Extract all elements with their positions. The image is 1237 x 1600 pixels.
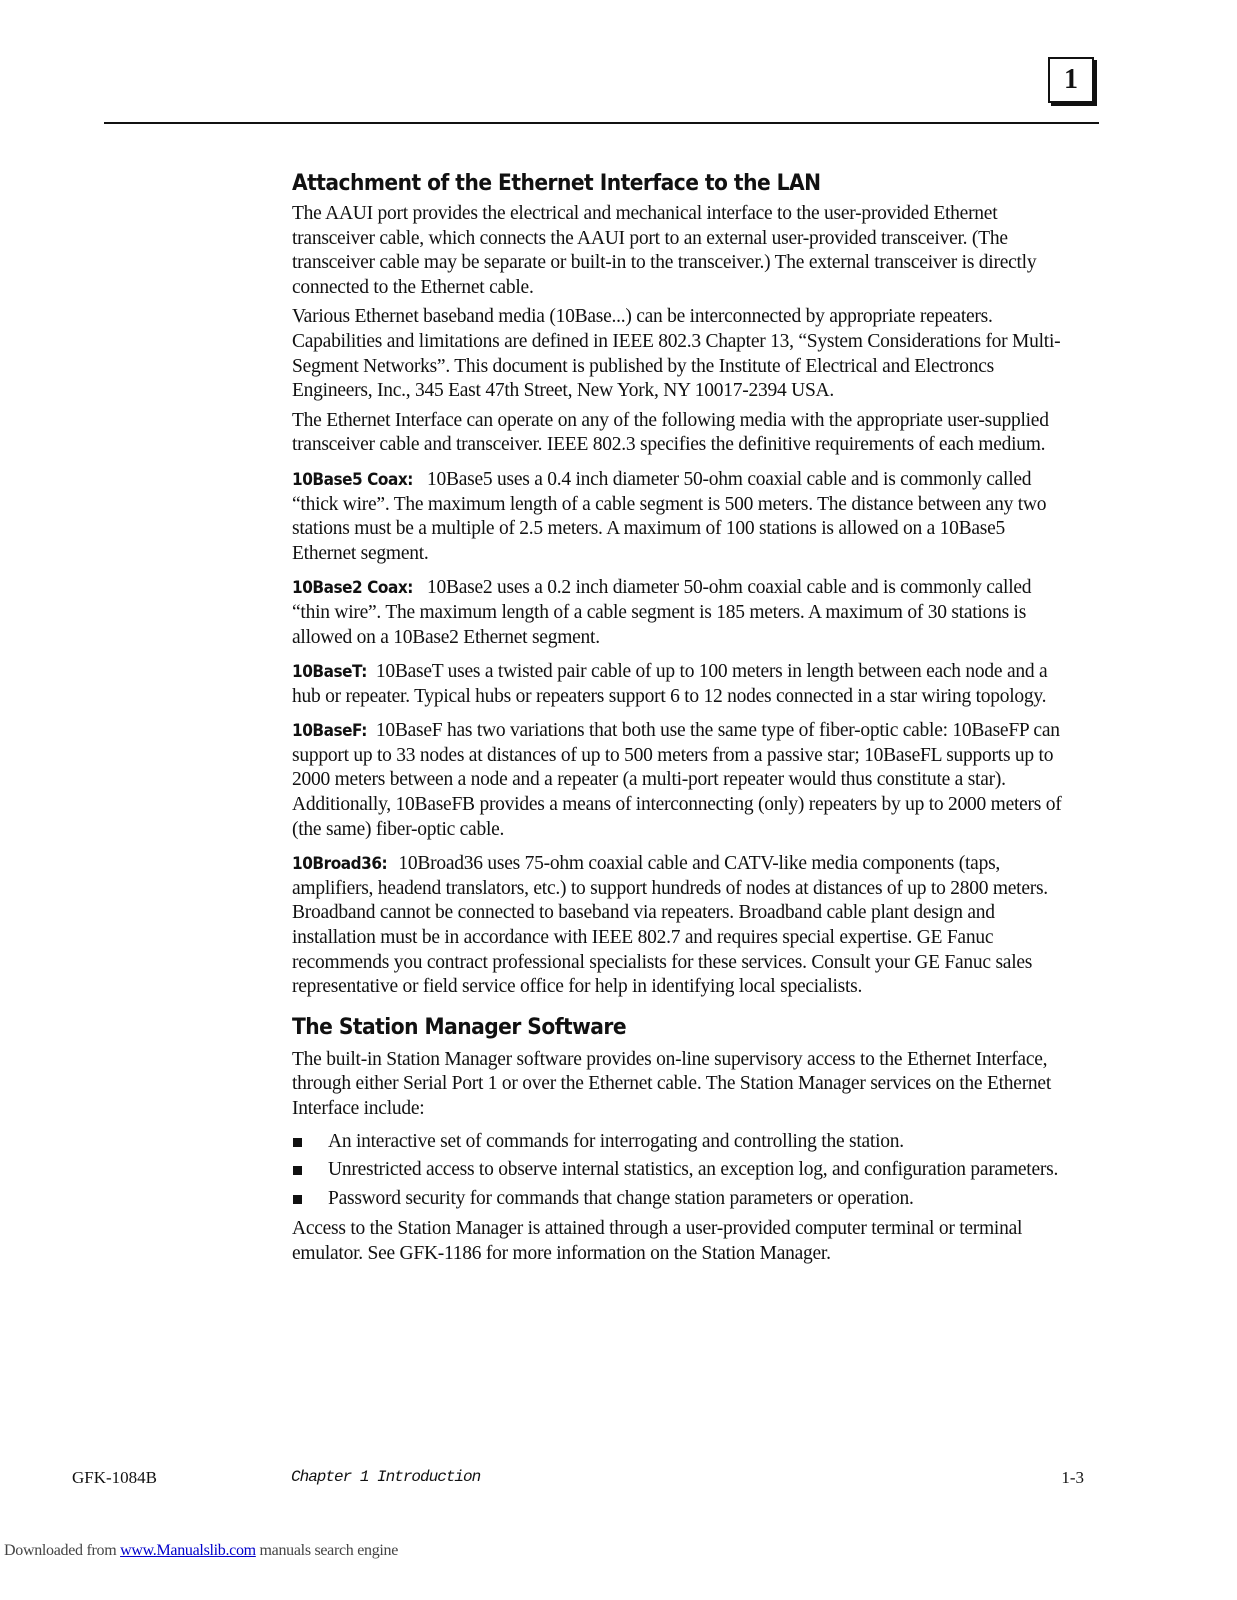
media-10base5 [292, 468, 1072, 566]
page-content [292, 164, 1072, 1267]
list-item: Unrestricted access to observe internal statistics, an exception log, and configuration parameters. [292, 1158, 1072, 1183]
section-heading-station-manager: The Station Manager Software [292, 1013, 627, 1040]
bullet-icon [293, 1138, 302, 1147]
media-10basef [292, 719, 1072, 842]
station-manager-services-list [292, 1130, 1072, 1212]
media-description: 10Broad36 uses 75-ohm coaxial cable and CATV-like media components (taps, amplifiers, headend translators, etc.) to support hundreds of nodes at distances of up to 2800 meters. Broadband cannot be connected to baseband via repeaters. Broadband cable plant design and installation must be in accordance with IEEE 802.7 and requires special expertise. GE Fanuc recommends you contract professional specialists for these services. Consult your GE Fanuc sales representative or field service office for help in identifying local specialists. [292, 853, 1048, 998]
media-term: 10Base2 Coax: [292, 578, 413, 599]
media-10base2 [292, 576, 1072, 650]
download-prefix: Downloaded from [4, 1542, 121, 1559]
footer-doc-number: GFK-1084B [72, 1468, 158, 1487]
chapter-number: 1 [1064, 64, 1078, 95]
download-suffix: manuals search engine [255, 1542, 399, 1559]
media-10baset [292, 660, 1072, 709]
paragraph-operating-media: The Ethernet Interface can operate on any of the following media with the appropriate user-supplied transceiver cable and transceiver. IEEE 802.3 specifies the definitive requirements of each medium. [292, 409, 1049, 456]
media-term: 10BaseF: [292, 721, 367, 742]
media-description: 10BaseF has two variations that both use the same type of fiber-optic cable: 10BaseFP can support up to 33 nodes at distances of up to 500 meters from a passive star; 10BaseFL supports up to 2000 meters between a node and a repeater (a multi-port repeater would thus constitute a star). Additionally, 10BaseFB provides a means of interconnecting (only) repeaters by up to 2000 meters of (the same) fiber-optic cable. [292, 720, 1062, 840]
media-term: 10BaseT: [292, 662, 367, 683]
paragraph-station-manager-intro: The built-in Station Manager software provides on-line supervisory access to the Ethernet Interface, through either Serial Port 1 or over the Ethernet cable. The Station Manager services on the Ethernet Interface include: [292, 1048, 1052, 1119]
list-item: Password security for commands that change station parameters or operation. [292, 1187, 1072, 1212]
bullet-icon [293, 1195, 302, 1204]
section-heading-lan-attachment: Attachment of the Ethernet Interface to the LAN [292, 170, 821, 196]
bullet-icon [293, 1166, 302, 1175]
paragraph-baseband-media: Various Ethernet baseband media (10Base...) can be interconnected by appropriate repeaters. Capabilities and limitations are defined in IEEE 802.3 Chapter 13, “System Considerations for Multi-Segment Networks”. This document is published by the Institute of Electrical and Electroncs Engineers, Inc., 345 East 47th Street, New York, NY 10017-2394 USA. [292, 306, 1061, 402]
paragraph-aaui-port: The AAUI port provides the electrical and mechanical interface to the user-provided Ethernet transceiver cable, which connects the AAUI port to an external user-provided transceiver. (The transceiver cable may be separate or built-in to the transceiver.) The external transceiver is directly connected to the Ethernet cable. [292, 203, 1037, 298]
media-term: 10Broad36: [292, 854, 388, 875]
media-term: 10Base5 Coax: [292, 469, 413, 490]
footer-page-number: 1-3 [1061, 1468, 1084, 1487]
footer-chapter: Chapter 1 Introduction [291, 1468, 481, 1486]
paragraph-station-manager-access: Access to the Station Manager is attained through a user-provided computer terminal or terminal emulator. See GFK-1186 for more information on the Station Manager. [292, 1218, 1023, 1264]
header-rule [104, 122, 1099, 124]
download-notice [4, 1542, 398, 1560]
media-10broad36 [292, 852, 1072, 1000]
manualslib-link[interactable]: www.Manualslib.com [120, 1542, 256, 1559]
chapter-number-box [1048, 57, 1094, 103]
media-description: 10Base5 uses a 0.4 inch diameter 50-ohm coaxial cable and is commonly called “thick wire”. The maximum length of a cable segment is 500 meters. The distance between any two stations must be a multiple of 2.5 meters. A maximum of 100 stations is allowed on a 10Base5 Ethernet segment. [292, 468, 1047, 564]
media-description: 10BaseT uses a twisted pair cable of up to 100 meters in length between each node and a hub or repeater. Typical hubs or repeaters support 6 to 12 nodes connected in a star wiring topology. [292, 661, 1048, 707]
list-item: An interactive set of commands for interrogating and controlling the station. [292, 1130, 1072, 1155]
media-description: 10Base2 uses a 0.2 inch diameter 50-ohm coaxial cable and is commonly called “thin wire”. The maximum length of a cable segment is 185 meters. A maximum of 30 stations is allowed on a 10Base2 Ethernet segment. [292, 577, 1032, 648]
